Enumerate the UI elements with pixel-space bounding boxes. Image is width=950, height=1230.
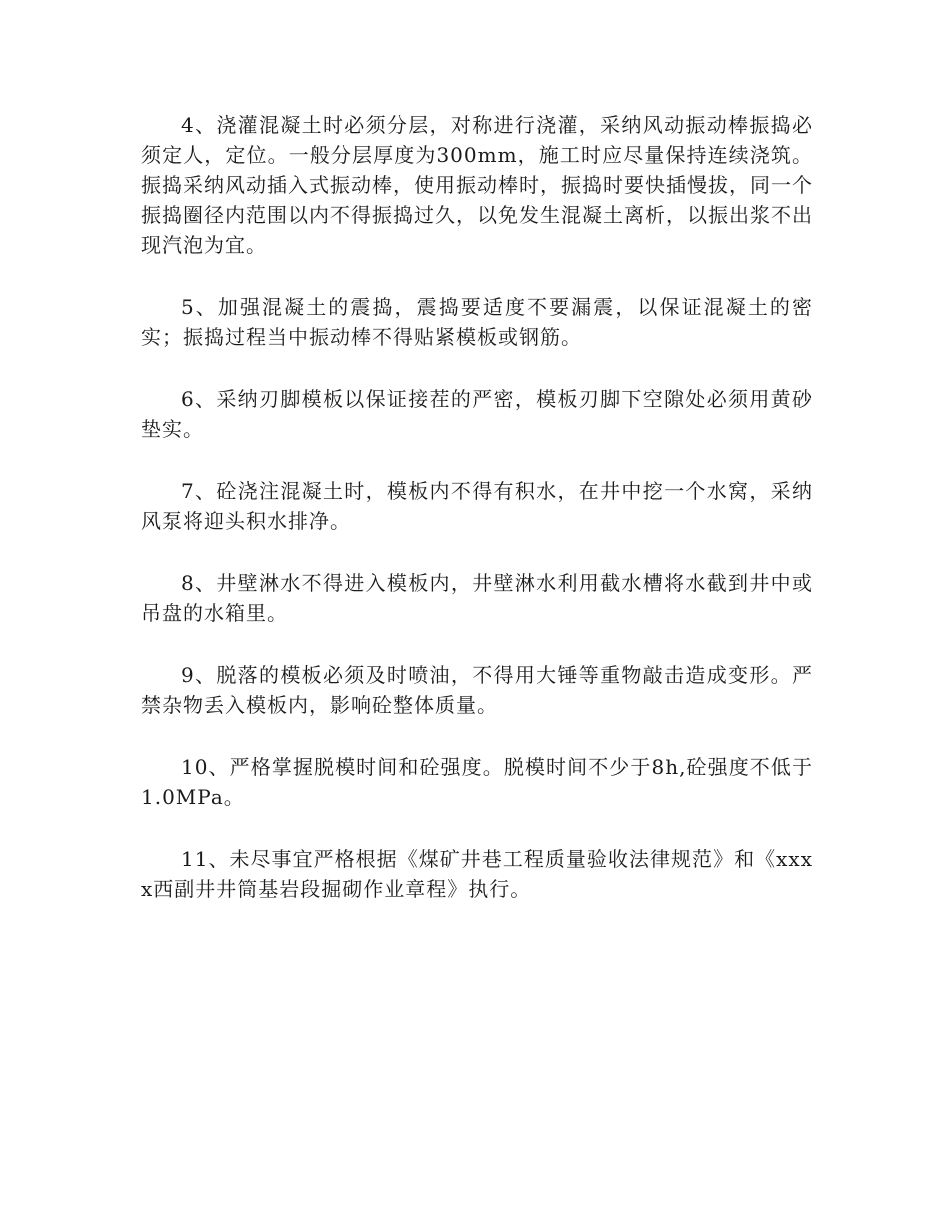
paragraph-item-8: 8、井壁淋水不得进入模板内，井壁淋水利用截水槽将水截到井中或吊盘的水箱里。: [141, 571, 813, 625]
paragraph-item-9: 9、脱落的模板必须及时喷油，不得用大锤等重物敲击造成变形。严禁杂物丢入模板内，影响砼整体质量。: [141, 663, 813, 717]
paragraph-item-10: 10、严格掌握脱模时间和砼强度。脱模时间不少于8h,砼强度不低于1.0MPa。: [141, 755, 813, 809]
document-body: [141, 110, 813, 936]
paragraph-item-5: 5、加强混凝土的震捣，震捣要适度不要漏震，以保证混凝土的密实；振捣过程当中振动棒不得贴紧模板或钢筋。: [141, 295, 813, 349]
paragraph-item-4: 4、浇灌混凝土时必须分层，对称进行浇灌，采纳风动振动棒振捣必须定人，定位。一般分层厚度为300mm，施工时应尽量保持连续浇筑。振捣采纳风动插入式振动棒，使用振动棒时，振捣时要快插慢拔，同一个振捣圈径内范围以内不得振捣过久，以免发生混凝土离析，以振出浆不出现汽泡为宜。: [141, 113, 813, 257]
paragraph-item-6: 6、采纳刃脚模板以保证接茬的严密，模板刃脚下空隙处必须用黄砂垫实。: [141, 387, 813, 441]
paragraph-item-11: 11、未尽事宜严格根据《煤矿井巷工程质量验收法律规范》和《xxxx西副井井筒基岩段掘砌作业章程》执行。: [141, 847, 813, 901]
paragraph-item-7: 7、砼浇注混凝土时，模板内不得有积水，在井中挖一个水窝，采纳风泵将迎头积水排净。: [141, 479, 813, 533]
